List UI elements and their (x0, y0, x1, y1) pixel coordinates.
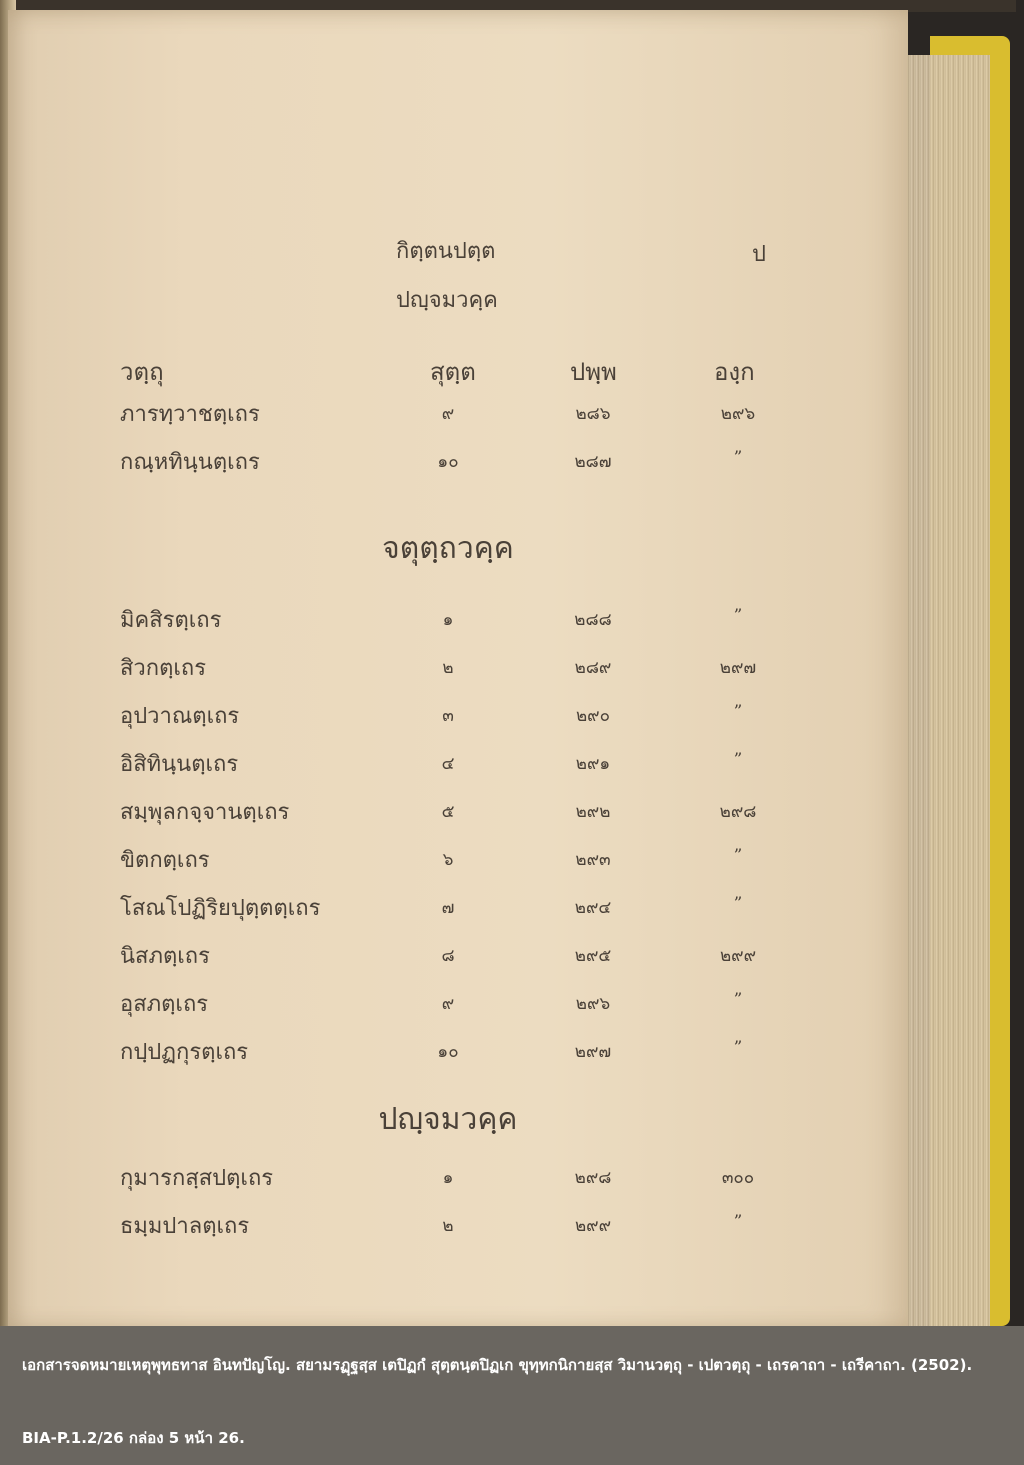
row-c2: ๒๘๖ (575, 404, 611, 424)
column-header-name: วตฺถุ (120, 358, 164, 386)
row-c2: ๒๘๗ (574, 452, 612, 472)
row-c1: ๒ (442, 658, 454, 678)
column-header-c3: องฺก (714, 358, 755, 386)
row-c1: ๓ (442, 706, 454, 726)
row-c3: ” (733, 1038, 743, 1058)
table-row (8, 1160, 888, 1200)
row-c2: ๒๙๑ (575, 754, 611, 774)
row-c2: ๒๙๒ (575, 802, 611, 822)
row-c1: ๔ (441, 754, 455, 774)
section-heading: ปญฺจมวคฺค (378, 1102, 518, 1137)
row-c3: ๒๙๘ (719, 802, 757, 822)
table-row (8, 794, 888, 834)
page-header-marker: ป (752, 242, 766, 267)
row-c2: ๒๙๙ (574, 1216, 612, 1236)
table-row (8, 890, 888, 930)
table-row (8, 746, 888, 786)
row-name: กณฺหทินฺนตฺเถร (120, 450, 260, 475)
row-c1: ๒ (442, 1216, 454, 1236)
row-name: นิสภตฺเถร (120, 944, 210, 969)
row-c1: ๘ (441, 946, 455, 966)
table-row (8, 938, 888, 978)
row-name: ภารทฺวาชตฺเถร (120, 402, 260, 427)
row-name: มิคสิรตฺเถร (120, 608, 222, 633)
book-page (8, 10, 908, 1330)
row-name: ขิตกตฺเถร (120, 848, 210, 873)
row-c1: ๙ (441, 994, 455, 1014)
column-header-c2: ปพฺพ (570, 358, 617, 386)
row-c3: ๒๙๖ (720, 404, 756, 424)
row-c3: ” (733, 990, 743, 1010)
row-c1: ๙ (441, 404, 455, 424)
row-c1: ๑ (442, 1168, 454, 1188)
row-c1: ๗ (441, 898, 455, 918)
row-name: อุปวาณตฺเถร (120, 704, 240, 729)
table-row (8, 842, 888, 882)
section-heading: จตุตฺถวคฺค (382, 531, 514, 566)
row-name: อุสภตฺเถร (120, 992, 209, 1017)
row-c3: ๓๐๐ (721, 1168, 755, 1188)
document-caption (0, 1326, 1024, 1465)
row-c3: ” (733, 1212, 743, 1232)
table-row (8, 1034, 888, 1074)
row-c3: ๒๙๗ (719, 658, 757, 678)
row-c2: ๒๘๘ (574, 610, 612, 630)
row-c2: ๒๙๓ (575, 850, 611, 870)
row-name: อิสิทินฺนตฺเถร (120, 752, 239, 777)
row-c3: ” (733, 750, 743, 770)
row-c1: ๑๐ (437, 1042, 459, 1062)
row-c1: ๖ (442, 850, 454, 870)
row-c3: ๒๙๙ (719, 946, 757, 966)
row-c2: ๒๙๕ (574, 946, 612, 966)
column-header-c1: สุตฺต (430, 358, 476, 386)
row-c3: ” (733, 448, 743, 468)
table-row (8, 444, 888, 484)
row-name: สิวกตฺเถร (120, 656, 207, 681)
row-c3: ” (733, 606, 743, 626)
row-c2: ๒๙๔ (574, 898, 612, 918)
page-subtitle: ปญฺจมวคฺค (396, 288, 498, 313)
table-row (8, 396, 888, 436)
row-c1: ๕ (441, 802, 455, 822)
row-c3: ” (733, 846, 743, 866)
page-header-title: กิตฺตนปตฺต (396, 239, 496, 264)
row-name: สมฺพุลกจฺจานตฺเถร (120, 800, 290, 825)
row-name: กุมารกสฺสปตฺเถร (120, 1166, 274, 1191)
row-c2: ๒๙๖ (575, 994, 611, 1014)
table-row (8, 698, 888, 738)
row-c1: ๑ (442, 610, 454, 630)
row-c2: ๒๙๗ (574, 1042, 612, 1062)
row-c2: ๒๙๐ (575, 706, 611, 726)
table-row (8, 650, 888, 690)
row-name: ธมฺมปาลตฺเถร (120, 1214, 250, 1239)
row-c3: ” (733, 702, 743, 722)
row-c3: ” (733, 894, 743, 914)
caption-citation: เอกสารจดหมายเหตุพุทธทาส อินทปัญโญ. สยามรฏฺฐสฺส เตปิฏกํ สุตฺตนฺตปิฏเก ขุทฺทกนิกายสฺส วิมานวตฺถุ - เปตวตฺถุ - เถรคาถา - เถรีคาถา. (2502). (22, 1356, 973, 1374)
row-name: โสณโปฏิริยปุตฺตตฺเถร (120, 896, 321, 921)
table-row (8, 602, 888, 642)
caption-reference: BIA-P.1.2/26 กล่อง 5 หน้า 26. (22, 1429, 245, 1447)
table-row (8, 986, 888, 1026)
row-c1: ๑๐ (437, 452, 459, 472)
table-row (8, 1208, 888, 1248)
row-name: กปฺปฏกุรตฺเถร (120, 1040, 249, 1065)
row-c2: ๒๘๙ (574, 658, 612, 678)
row-c2: ๒๙๘ (574, 1168, 612, 1188)
